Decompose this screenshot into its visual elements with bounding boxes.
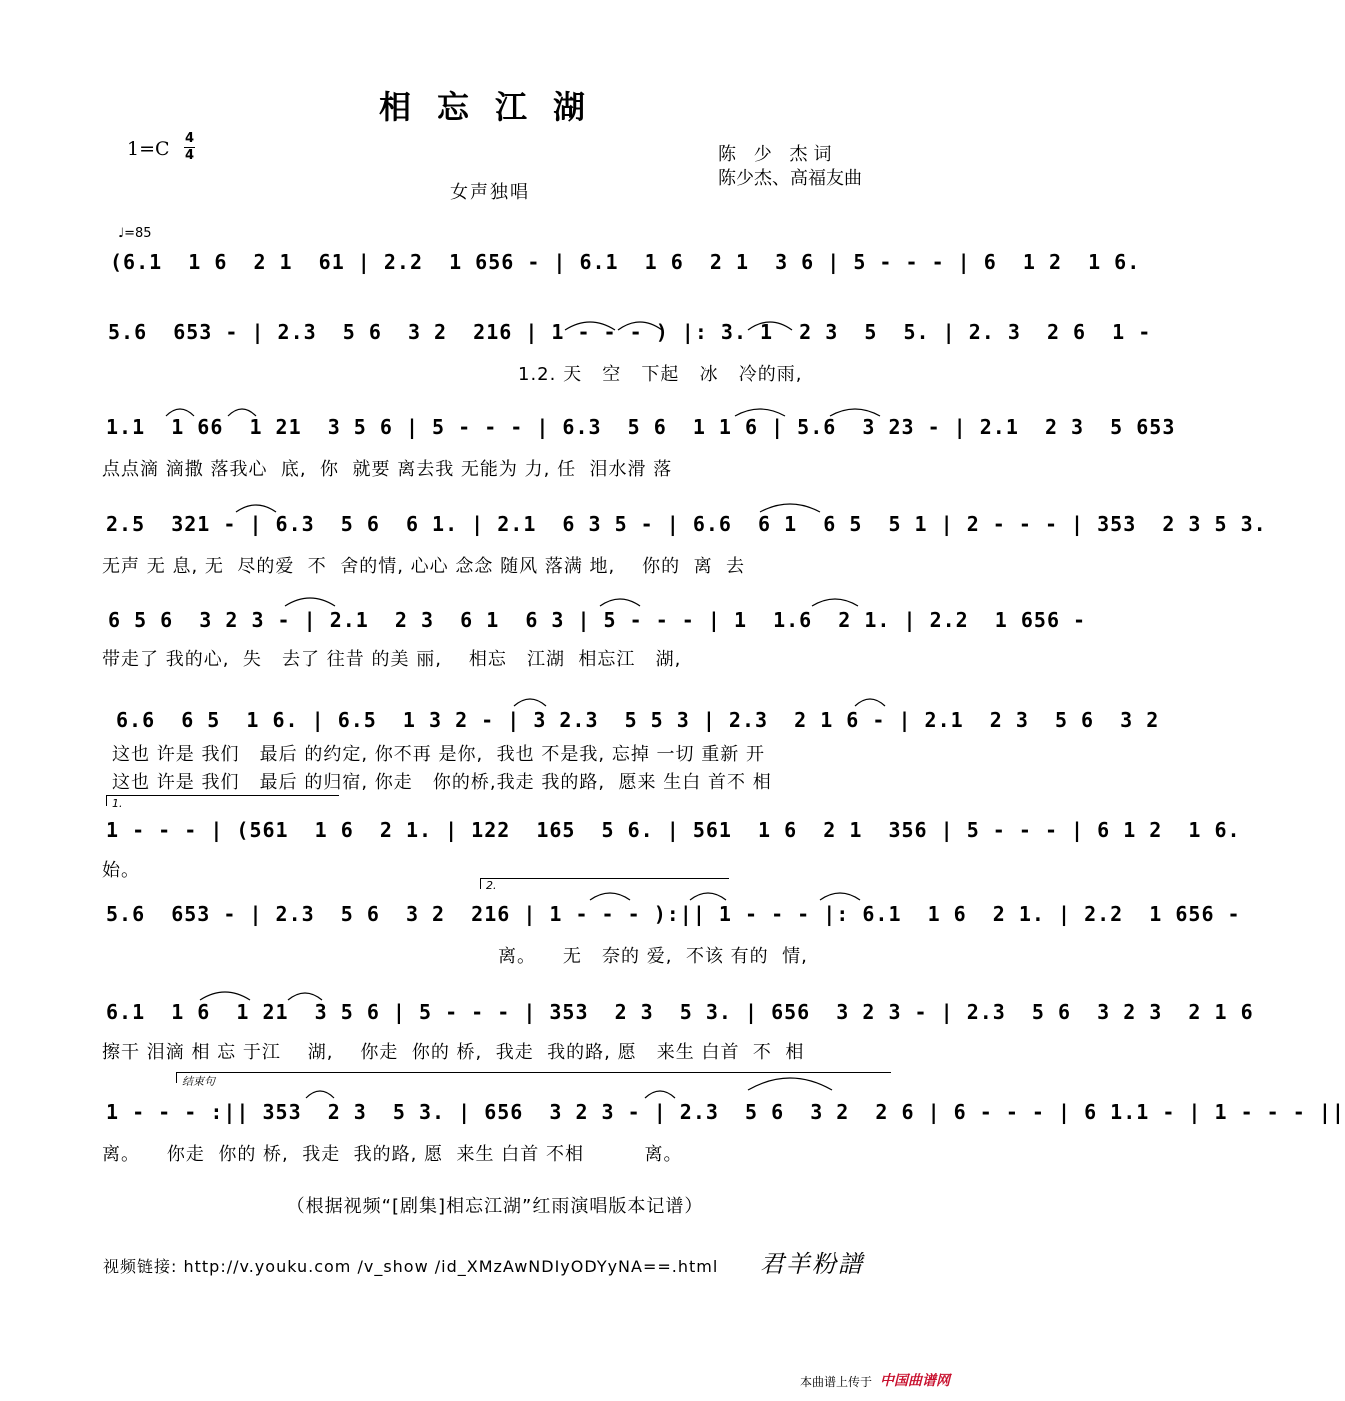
notes-row-8: 5.6 653 - | 2.3 5 6 3 2 216 | 1 - - - ):|| 1 - - - |: 6.1 1 6 2 1. | 2.2 1 656 - xyxy=(106,902,1241,926)
lyrics-row-6b: 这也 许是 我们 最后 的归宿, 你走 你的桥,我走 我的路, 愿来 生白 首不 相 xyxy=(112,772,772,793)
composer-credit: 陈少杰、高福友曲 xyxy=(718,168,862,189)
key-signature: 1=C xyxy=(127,138,170,160)
slur-arc xyxy=(735,409,785,416)
slur-arc xyxy=(748,322,792,330)
slur-arc xyxy=(645,1091,675,1098)
performance-type: 女声独唱 xyxy=(450,182,530,203)
video-link[interactable]: 视频链接: http://v.youku.com /v_show /id_XMzAwNDIyODYyNA==.html xyxy=(103,1257,719,1276)
slur-arc xyxy=(820,893,860,900)
lyrics-row-5: 带走了 我的心, 失 去了 往昔 的美 丽, 相忘 江湖 相忘江 湖, xyxy=(102,649,682,670)
slur-arc xyxy=(200,992,250,1000)
time-signature-top: 4 xyxy=(184,131,195,146)
slur-arc xyxy=(285,598,335,606)
upload-note: 本曲谱上传于 xyxy=(800,1375,873,1389)
ending-label: 结束句 xyxy=(182,1075,215,1088)
slur-arc xyxy=(166,409,194,416)
slur-arc xyxy=(288,993,322,1000)
slur-arc xyxy=(306,1091,334,1098)
notes-row-9: 6.1 1 6 1 21 3 5 6 | 5 - - - | 353 2 3 5 3. | 656 3 2 3 - | 2.3 5 6 3 2 3 2 1 6 xyxy=(106,1000,1254,1024)
lyrics-row-2: 1.2. 天 空 下起 冰 冷的雨, xyxy=(518,364,803,385)
slur-arc xyxy=(590,893,630,900)
lyrics-row-4: 无声 无 息, 无 尽的爱 不 舍的情, 心心 念念 随风 落满 地, 你的 离 去 xyxy=(102,556,746,577)
notes-row-2: 5.6 653 - | 2.3 5 6 3 2 216 | 1 - - - ) |: 3. 1 2 3 5 5. | 2. 3 2 6 1 - xyxy=(108,320,1152,344)
source-note: （根据视频“[剧集]相忘江湖”红雨演唱版本记谱） xyxy=(286,1196,704,1217)
notes-row-6: 6.6 6 5 1 6. | 6.5 1 3 2 - | 3 2.3 5 5 3 | 2.3 2 1 6 - | 2.1 2 3 5 6 3 2 xyxy=(116,708,1160,732)
notes-row-5: 6 5 6 3 2 3 - | 2.1 2 3 6 1 6 3 | 5 - - - | 1 1.6 2 1. | 2.2 1 656 - xyxy=(108,608,1087,632)
lyrics-row-6a: 这也 许是 我们 最后 的约定, 你不再 是你, 我也 不是我, 忘掉 一切 重新 开 xyxy=(112,744,765,765)
lyricist-credit: 陈 少 杰词 xyxy=(718,144,838,165)
slur-arc xyxy=(600,599,640,606)
slur-arc xyxy=(760,504,820,512)
slur-arc xyxy=(748,1078,832,1090)
song-title: 相忘江湖 xyxy=(378,88,611,126)
slur-arc xyxy=(812,599,858,606)
slur-arc xyxy=(690,893,726,900)
lyrics-row-8: 离。 无 奈的 爱, 不该 有的 情, xyxy=(498,946,808,967)
volta-first-label: 1. xyxy=(112,797,123,810)
site-logo[interactable]: 中国曲谱网 xyxy=(880,1373,950,1389)
slur-arc xyxy=(855,699,885,706)
slur-arc xyxy=(565,322,615,330)
notes-row-3: 1.1 1 66 1 21 3 5 6 | 5 - - - | 6.3 5 6 1 1 6 | 5.6 3 23 - | 2.1 2 3 5 653 xyxy=(106,415,1176,439)
slur-arc xyxy=(514,699,546,706)
lyrics-row-10: 离。 你走 你的 桥, 我走 我的路, 愿 来生 白首 不相 离。 xyxy=(102,1144,683,1165)
slur-arc xyxy=(830,409,880,416)
tempo-marking: ♩=85 xyxy=(118,226,152,241)
transcriber-signature: 君羊粉譜 xyxy=(760,1250,864,1278)
time-signature-bottom: 4 xyxy=(184,148,195,163)
notes-row-7: 1 - - - | (561 1 6 2 1. | 122 165 5 6. | 561 1 6 2 1 356 | 5 - - - | 6 1 2 1 6. xyxy=(106,818,1241,842)
lyrics-row-9: 擦干 泪滴 相 忘 于江 湖, 你走 你的 桥, 我走 我的路, 愿 来生 白首 不 相 xyxy=(102,1042,805,1063)
slur-arc xyxy=(236,505,276,512)
notes-row-1: (6.1 1 6 2 1 61 | 2.2 1 656 - | 6.1 1 6 2 1 3 6 | 5 - - - | 6 1 2 1 6. xyxy=(110,250,1141,274)
slur-arc xyxy=(618,322,662,330)
notes-row-10: 1 - - - :|| 353 2 3 5 3. | 656 3 2 3 - | 2.3 5 6 3 2 2 6 | 6 - - - | 6 1.1 - | 1 - - - || xyxy=(106,1100,1345,1124)
notes-row-4: 2.5 321 - | 6.3 5 6 6 1. | 2.1 6 3 5 - | 6.6 6 1 6 5 5 1 | 2 - - - | 353 2 3 5 3. xyxy=(106,512,1267,536)
lyrics-row-3: 点点滴 滴撒 落我心 底, 你 就要 离去我 无能为 力, 任 泪水滑 落 xyxy=(102,459,673,480)
slur-arc xyxy=(228,409,256,416)
lyrics-row-7: 始。 xyxy=(102,860,140,881)
volta-second-label: 2. xyxy=(486,879,497,892)
